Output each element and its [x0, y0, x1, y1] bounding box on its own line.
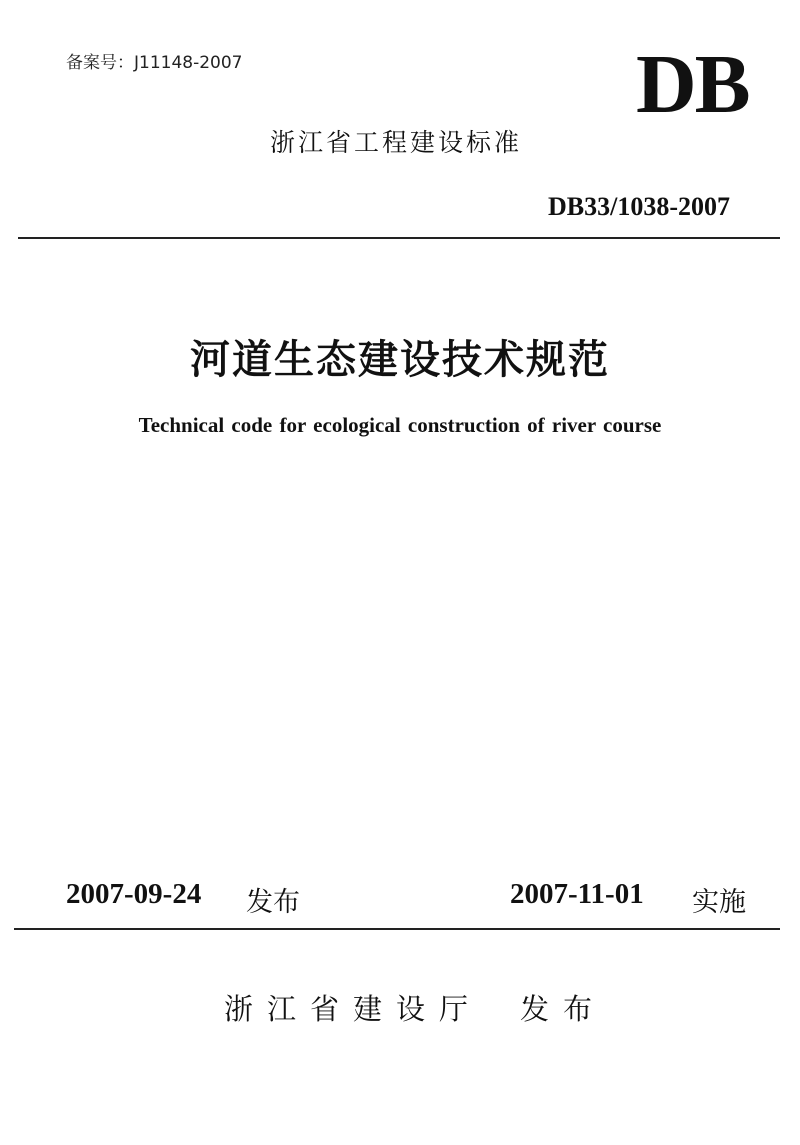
standard-category: 浙江省工程建设标准 [270, 128, 523, 157]
top-divider [18, 237, 780, 239]
issue-label: 发布 [246, 887, 300, 918]
issuing-authority: 浙江省建设厅 [224, 992, 483, 1026]
standard-code: DB33/1038-2007 [548, 192, 730, 221]
issue-date: 2007-09-24 [66, 878, 202, 910]
db-logo: DB [636, 38, 749, 131]
title-chinese: 河道生态建设技术规范 [190, 336, 610, 383]
title-english: Technical code for ecological construction of river course [138, 413, 662, 437]
record-number: 备案号：J11148-2007 [66, 53, 243, 73]
implementation-date: 2007-11-01 [510, 878, 644, 910]
implementation-label: 实施 [692, 887, 746, 918]
issuer-label: 发布 [520, 992, 607, 1026]
bottom-divider [14, 928, 780, 930]
